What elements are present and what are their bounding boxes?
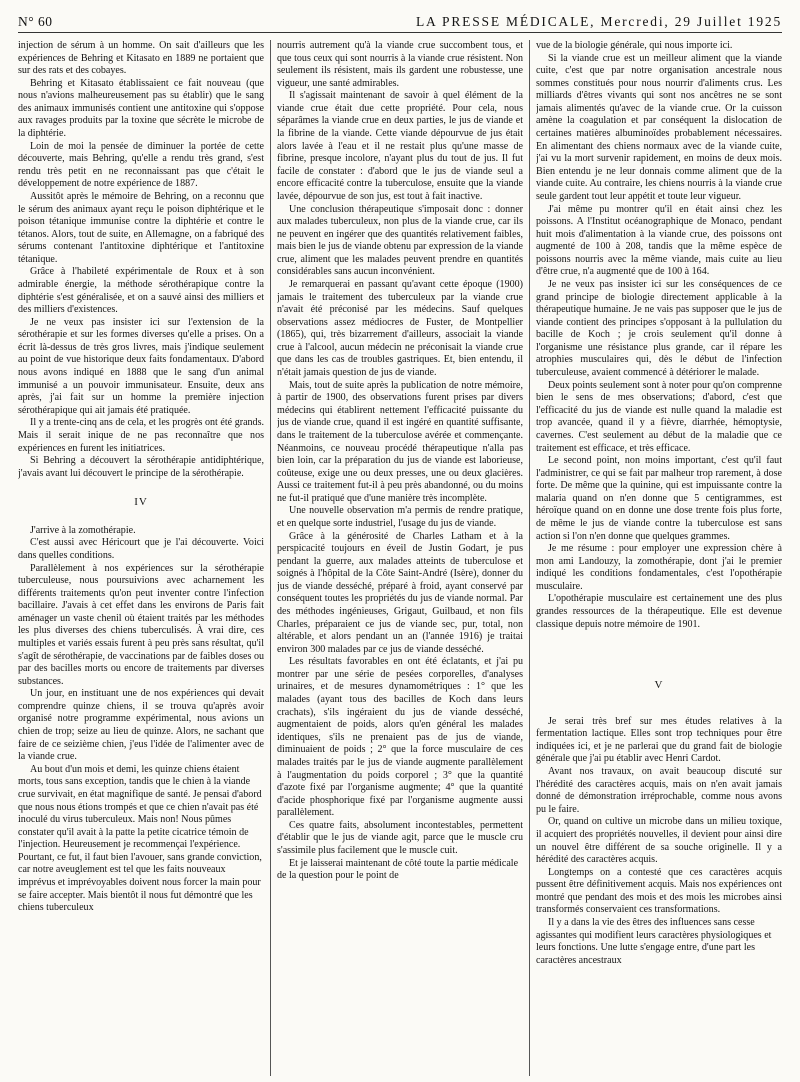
paragraph: Deux points seulement sont à noter pour qu'on comprenne bien le sens de mes observations; d'abord, c'est que l'efficacité du jus de viande est nulle quand la maladie est trop avancée, quand il y a fièvre, diarrhée, hémoptysie, cavernes. C'est seulement au début de la maladie que ce traitement est efficace, et très efficace. bbox=[536, 379, 782, 454]
paragraph: Grâce à l'habileté expérimentale de Roux et à son admirable énergie, la méthode sérothérapique contre la diphtérie s'est généralisée, et on a sauvé ainsi des milliers et des milliers d'existences. bbox=[18, 266, 264, 316]
column-3 bbox=[536, 40, 782, 1080]
paragraph: Si la viande crue est un meilleur aliment que la viande cuite, c'est que par notre organisation ancestrale nous sommes constitués pour nous nourrir d'aliments crus. Les milliards d'êtres vivants qui sont nos ancêtres ne se sont jamais alimentés qu'avec de la viande crue. Or la cuisson amène la coagulation et par conséquent la dislocation de certaines matières albuminoïdes probablement nécessaires. En alimentant des chiens normaux avec de la viande cuite, j'ai vu la mort survenir rapidement, en moins de deux mois. Bien entendu je ne leur donnais comme aliment que de la viande cuite. Au contraire, les chiens nourris à la viande crue seule gardent tout leur appétit et toute leur vigueur. bbox=[536, 52, 782, 202]
paragraph: Si Behring a découvert la sérothérapie antidiphtérique, j'avais avant lui découvert le principe de la sérothérapie. bbox=[18, 455, 264, 479]
column-2 bbox=[277, 40, 523, 1080]
paragraph: Je me résume : pour employer une expression chère à mon ami Landouzy, la zomothérapie, dont j'ai le premier indiqué les conditions fondamentales, c'est l'opothérapie musculaire. bbox=[536, 543, 782, 592]
journal-title: LA PRESSE MÉDICALE, Mercredi, 29 Juillet 1925 bbox=[416, 14, 782, 29]
paragraph: Un jour, en instituant une de nos expériences qui devait comprendre quinze chiens, il se trouva qu'après avoir organisé notre programme expérimental, nous avions un chien de trop; seize au lieu de quinze. Alors, ne sachant que faire de ce seizième chien, j'eus l'idée de l'alimenter avec de la viande crue. bbox=[18, 688, 264, 763]
paragraph: Longtemps on a contesté que ces caractères acquis pussent être définitivement acquis. Mais nos expériences ont montré que pendant des mois et des mois les microbes ainsi transformés conservaient ces transformations. bbox=[536, 866, 782, 916]
paragraph: injection de sérum à un homme. On sait d'ailleurs que les expériences de Behring et Kitasato en 1889 ne portaient que sur des rats et des cobayes. bbox=[18, 40, 264, 77]
paragraph: Mais, tout de suite après la publication de notre mémoire, à partir de 1900, des observations furent prises par divers médecins qui établirent nettement l'efficacité puissante du jus de viande crue, quand il est ingéré en quantité suffisante, dans le traitement de la tuberculose avérée et commençante. Néanmoins, ce nouveau procédé thérapeutique n'alla pas bien loin, car la préparation du jus de viande est laborieuse, coûteuse, exige une ou deux presses, une ou deux glacières. Aussi ce traitement fut-il à peu près abandonné, ou du moins ne fut-il pratiqué que d'une manière très incomplète. bbox=[277, 379, 523, 504]
column-1 bbox=[18, 40, 264, 1080]
paragraph: Les résultats favorables en ont été éclatants, et j'ai pu montrer par une série de pesées corporelles, d'analyses urinaires, et de mesures dynamométriques : 1° que les malades (ayant tous des bacilles de Koch dans leurs crachats), s'ils ingéraient du jus de viande desséché, augmentaient de poids, alors qu'en général les malades identiques, s'ils ne prenaient pas de jus de viande, diminuaient de poids ; 2° que la force musculaire de ces malades traités par le jus de viande augmente parallèlement à l'augmentation du poids corporel ; 3° que la quantité d'azote fixé par l'organisme augmente; 4° que la quantité d'acide phosphorique fixé par l'organisme augmente aussi parallèlement. bbox=[277, 656, 523, 819]
section-heading: IV bbox=[134, 496, 148, 509]
paragraph: Behring et Kitasato établissaient ce fait nouveau (que nous n'avions malheureusement pas su établir) que le sang des animaux immunisés contient une antitoxine qui s'oppose aux ravages produits par la toxine que sécrète le microbe de la diphtérie. bbox=[18, 77, 264, 140]
paragraph: Grâce à la générosité de Charles Latham et à la perspicacité toujours en éveil de Justin Godart, je pus pendant la guerre, aux malades atteints de tuberculose et soignés à l'hôpital de la Côte Saint-André (Isère), donner du jus de viande desséché, préparé à froid, ayant conservé par conséquent toutes les propriétés du jus de viande normal. Par des méthodes ingénieuses, Grigaut, Guilbaud, et non fils Charles, préparaient ce jus de viande sec, pur, total, non altérable, et alors pendant un an (l'année 1916) je traitai environ 300 malades par ce jus de viande desséché. bbox=[277, 530, 523, 655]
paragraph: Et je laisserai maintenant de côté toute la partie médicale de la question pour le point de bbox=[277, 857, 519, 882]
paragraph: Une nouvelle observation m'a permis de rendre pratique, et en quelque sorte industriel, l'usage du jus de viande. bbox=[277, 505, 523, 529]
paragraph: Ces quatre faits, absolument incontestables, permettent d'établir que le jus de viande agit, parce que le muscle cru s'assimile plus facilement que le muscle cuit. bbox=[277, 819, 523, 856]
column-rule bbox=[529, 40, 530, 1076]
paragraph: Parallèlement à nos expériences sur la sérothérapie tuberculeuse, nous poursuivions avec acharnement les différents traitements qu'on peut inventer contre l'infection bacillaire. J'avais à cet effet dans les environs de Paris fait aménager un vaste chenil où étaient traités par les méthodes les plus diverses des chiens tuberculisés. À vrai dire, ces multiples et variés essais furent à peu près sans résultat, qu'il s'agît de sérothérapie, de vaccinations par de faibles doses ou par des bacilles morts ou encore de traitements par diverses substances. bbox=[18, 562, 264, 687]
paragraph: L'opothérapie musculaire est certainement une des plus grandes ressources de la thérapeutique. Elle est devenue classique depuis notre mémoire de 1901. bbox=[536, 593, 782, 630]
paragraph: Le second point, non moins important, c'est qu'il faut l'administrer, ce qui se fait par malheur trop rarement, à dose forte. De même que la quinine, qui est impuissante contre la malaria quand on n'en donne que 5 centigrammes, est héroïque quand on en donne une dose trente fois plus forte, de même le jus de viande contre la tuberculose est sans action si l'on n'en donne que quelques grammes. bbox=[536, 455, 782, 542]
paragraph: Or, quand on cultive un microbe dans un milieu toxique, il acquiert des propriétés nouvelles, il devient pour ainsi dire un nouvel être différent de sa souche originelle. Il y a hérédité des caractères acquis. bbox=[536, 816, 782, 866]
paragraph: vue de la biologie générale, qui nous importe ici. bbox=[536, 40, 733, 51]
paragraph: Au bout d'un mois et demi, les quinze chiens étaient morts, tous sans exception, tandis que le chien à la viande crue survivait, en état magnifique de santé. Je pensai d'abord que nous nous étions trompés et que ce chien n'avait pas été inoculé du virus tuberculeux. Mais non! Nous pûmes constater qu'il avait à la patte la petite cicatrice témoin de l'injection. Heureusement je recommençai l'expérience. Pourtant, ce fut, il faut bien l'avouer, sans grande conviction, car notre aveuglement est tel que les faits nouveaux imprévus et imprévoyables doivent nous forcer la main pour se faire accepter. Mais bientôt il nous fut démontré que les chiens tuberculeux bbox=[18, 763, 262, 914]
paragraph: Aussitôt après le mémoire de Behring, on a reconnu que le sérum des animaux ayant reçu le poison diphtérique et le poison tétanique immunise contre la diphtérie et contre le tétanos. Alors, tout de suite, en Allemagne, on a fabriqué des sérums contenant l'antitoxine diphtérique et l'antitoxine tétanique. bbox=[18, 190, 264, 265]
paragraph: Je ne veux pas insister ici sur les conséquences de ce grand principe de biologie directement applicable à la thérapeutique humaine. Je ne vais pas supposer que le jus de viande contient des principes s'opposant à la pullulation du bacille de Koch ; je crois seulement qu'il donne à l'organisme une résistance plus grande, car il répare les atrophies musculaires qui, dès le début de l'infection tuberculeuse, avaient commencé à détériorer le malade. bbox=[536, 278, 782, 379]
page-header bbox=[18, 4, 782, 33]
paragraph: Avant nos travaux, on avait beaucoup discuté sur l'hérédité des caractères acquis, mais on n'en avait jamais donné de démonstration irréprochable, comme nous avons pu le faire. bbox=[536, 766, 782, 815]
paragraph: Il y a trente-cinq ans de cela, et les progrès ont été grands. Mais il serait inique de ne pas reconnaître que nos expériences en furent les initiatrices. bbox=[18, 417, 264, 454]
paragraph: Il y a dans la vie des êtres des influences sans cesse agissantes qui modifient leurs caractères physiologiques et leurs fonctions. Une lutte s'engage entre, d'une part les caractères ancestraux bbox=[536, 917, 772, 966]
paragraph: J'ai même pu montrer qu'il en était ainsi chez les poissons. A l'Institut océanographique de Monaco, pendant huit mois d'alimentation à la viande crue, des poissons ont augmenté de 100 à 208, tandis que la même espèce de poissons nourris avec la même viande, mais cuite au lieu d'être crue, n'a augmenté que de 100 à 164. bbox=[536, 203, 782, 278]
page-number: N° 60 bbox=[18, 14, 53, 29]
paragraph: nourris autrement qu'à la viande crue succombent tous, et que tous ceux qui sont nourris à la viande crue résistent. Non seulement ils résistent, mais ils gardent une robustesse, une vigueur, une santé admirables. bbox=[277, 40, 523, 89]
column-rule bbox=[270, 40, 271, 1076]
section-heading: V bbox=[654, 679, 664, 692]
paragraph: C'est aussi avec Héricourt que je l'ai découverte. Voici dans quelles conditions. bbox=[18, 537, 264, 561]
paragraph: Je ne veux pas insister ici sur l'extension de la sérothérapie et sur les formes diverses qu'elle a prises. On a écrit là-dessus de très gros livres, mais j'indique seulement au point de vue historique deux faits fondamentaux. D'abord nous avons indiqué en 1888 que le sang d'un animal immunisé a un pouvoir immunisateur. Ensuite, deux ans après, j'ai fait sur un homme la première injection sérothérapique qui ait jamais été pratiquée. bbox=[18, 316, 264, 416]
paragraph: Je remarquerai en passant qu'avant cette époque (1900) jamais le traitement des tuberculeux par la viande crue n'avait été préconisé par les médecins. Sauf quelques observations assez médiocres de Fuster, de Montpellier (1865), qui, très bizarrement d'ailleurs, associait la viande crue à l'alcool, aucun médecin ne préconisait la viande crue que dans les cas de troubles gastriques. Et, bien entendu, il n'était jamais question de jus de viande. bbox=[277, 278, 523, 379]
paragraph: Une conclusion thérapeutique s'imposait donc : donner aux malades tuberculeux, non plus de la viande crue, car ils ne peuvent en ingérer que des quantités relativement faibles, mais bien le jus de viande obtenu par expression de la viande crue, aliment que les malades peuvent prendre en quantités considérables sans aucun inconvénient. bbox=[277, 203, 523, 278]
paragraph: Il s'agissait maintenant de savoir à quel élément de la viande crue était due cette propriété. Pour cela, nous séparâmes la viande crue en deux parties, le jus de viande et la fibrine de la viande. Cette viande dépourvue de jus était alors lavée à l'eau et il ne restait plus qu'une masse de fibrine, presque incolore, n'ayant plus du tout de jus. Il fut facile de constater : d'abord que le jus de viande seul a encore efficacité contre la tuberculose, ensuite que la viande lavée, dépourvue de son jus, est tout à fait inactive. bbox=[277, 90, 523, 202]
paragraph: Loin de moi la pensée de diminuer la portée de cette découverte, mais Behring, qu'elle a rendu très grand, s'est rendu très petit en ne reconnaissant pas que c'était le développement de notre expérience de 1887. bbox=[18, 140, 264, 190]
paragraph: Je serai très bref sur mes études relatives à la fermentation lactique. Elles sont trop techniques pour être indiquées ici, et je ne parlerai que du grand fait de biologie générale que j'ai pu établir avec Henri Cardot. bbox=[536, 715, 782, 765]
paragraph: J'arrive à la zomothérapie. bbox=[30, 524, 136, 536]
